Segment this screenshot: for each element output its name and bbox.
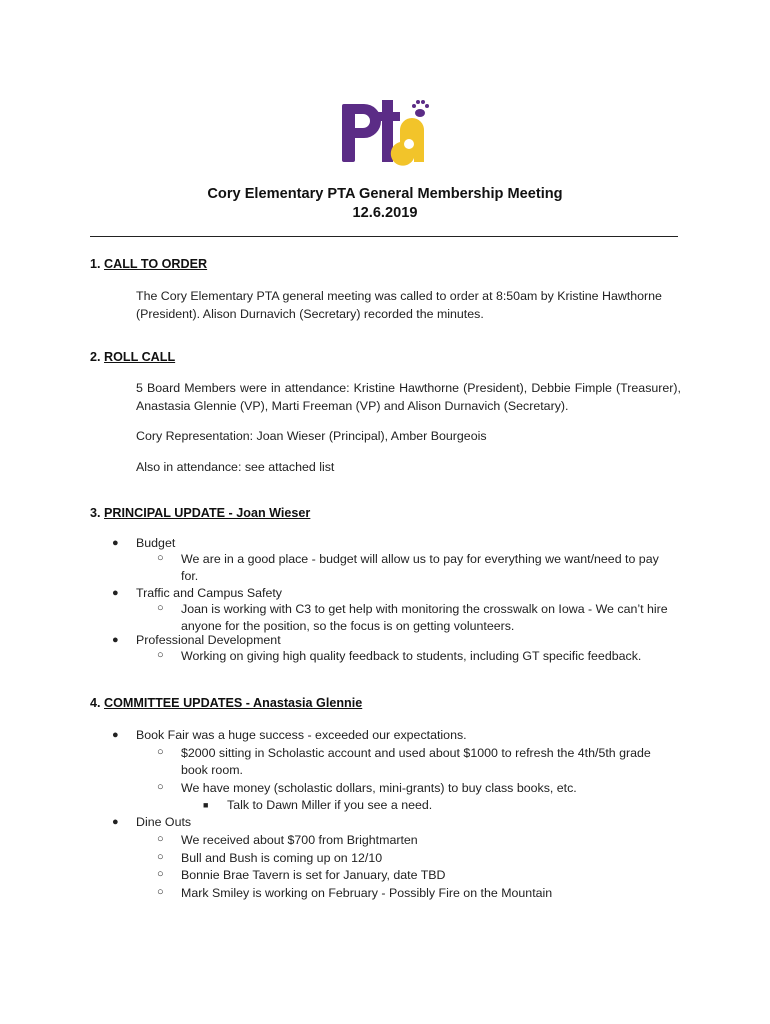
section-1-number: 1.: [90, 257, 101, 271]
list-item: Traffic and Campus Safety: [136, 586, 283, 600]
square-bullet-icon: ■: [203, 800, 209, 810]
circle-bullet-icon: ○: [157, 851, 164, 863]
bullet-icon: ●: [112, 816, 119, 828]
section-4-number: 4.: [90, 696, 101, 710]
section-3-heading: [90, 506, 310, 520]
bullet-icon: ●: [112, 537, 119, 549]
circle-bullet-icon: ○: [157, 746, 164, 758]
list-item: Professional Development: [136, 633, 281, 647]
section-2-title: ROLL CALL: [104, 350, 176, 364]
section-4-heading: [90, 696, 362, 710]
list-subitem: Working on giving high quality feedback to students, including GT specific feedback.: [181, 649, 642, 663]
circle-bullet-icon: ○: [157, 552, 164, 564]
circle-bullet-icon: ○: [157, 649, 164, 661]
section-1-heading: [90, 257, 207, 271]
list-subitem: Joan is working with C3 to get help with monitoring the crosswalk on Iowa - We can’t hire anyone for the position, so the focus is on getting volunteers.: [181, 602, 668, 633]
list-subitem: Bonnie Brae Tavern is set for January, date TBD: [181, 868, 446, 882]
circle-bullet-icon: ○: [157, 602, 164, 614]
list-subitem: We received about $700 from Brightmarten: [181, 833, 418, 847]
attendance-paragraph: 5 Board Members were in attendance: Kristine Hawthorne (President), Debbie Fimple (Treasurer), Anastasia Glennie (VP), Marti Freeman (VP) and Alison Durnavich (Secretary).: [136, 381, 681, 413]
document-title: Cory Elementary PTA General Membership Meeting: [207, 186, 563, 202]
bullet-icon: ●: [112, 634, 119, 646]
section-2-heading: [90, 350, 175, 364]
list-subsubitem: Talk to Dawn Miller if you see a need.: [227, 798, 433, 812]
bullet-icon: ●: [112, 587, 119, 599]
section-1-text: The Cory Elementary PTA general meeting was called to order at 8:50am by Kristine Hawthorne (President). Alison Durnavich (Secretary) recorded the minutes.: [136, 289, 662, 321]
list-item: Budget: [136, 536, 176, 550]
list-subitem: Mark Smiley is working on February - Possibly Fire on the Mountain: [181, 886, 553, 900]
section-3-title: PRINCIPAL UPDATE - Joan Wieser: [104, 506, 311, 520]
circle-bullet-icon: ○: [157, 781, 164, 793]
circle-bullet-icon: ○: [157, 833, 164, 845]
pta-logo: [338, 96, 432, 166]
representation-paragraph: Cory Representation: Joan Wieser (Principal), Amber Bourgeois: [136, 429, 487, 443]
bullet-icon: ●: [112, 729, 119, 741]
section-3-number: 3.: [90, 506, 101, 520]
list-subitem: We have money (scholastic dollars, mini-grants) to buy class books, etc.: [181, 781, 577, 795]
section-1-title: CALL TO ORDER: [104, 257, 208, 271]
circle-bullet-icon: ○: [157, 868, 164, 880]
list-item: Book Fair was a huge success - exceeded our expectations.: [136, 728, 467, 742]
list-subitem: We are in a good place - budget will allow us to pay for everything we want/need to pay for.: [181, 552, 659, 583]
title-divider: [90, 236, 678, 237]
list-item: Dine Outs: [136, 815, 192, 829]
section-4-title: COMMITTEE UPDATES - Anastasia Glennie: [104, 696, 363, 710]
section-2-number: 2.: [90, 350, 101, 364]
also-attendance-paragraph: Also in attendance: see attached list: [136, 460, 335, 474]
circle-bullet-icon: ○: [157, 886, 164, 898]
document-date: 12.6.2019: [352, 205, 418, 221]
list-subitem: Bull and Bush is coming up on 12/10: [181, 851, 383, 865]
list-subitem: $2000 sitting in Scholastic account and used about $1000 to refresh the 4th/5th grade book room.: [181, 746, 651, 777]
